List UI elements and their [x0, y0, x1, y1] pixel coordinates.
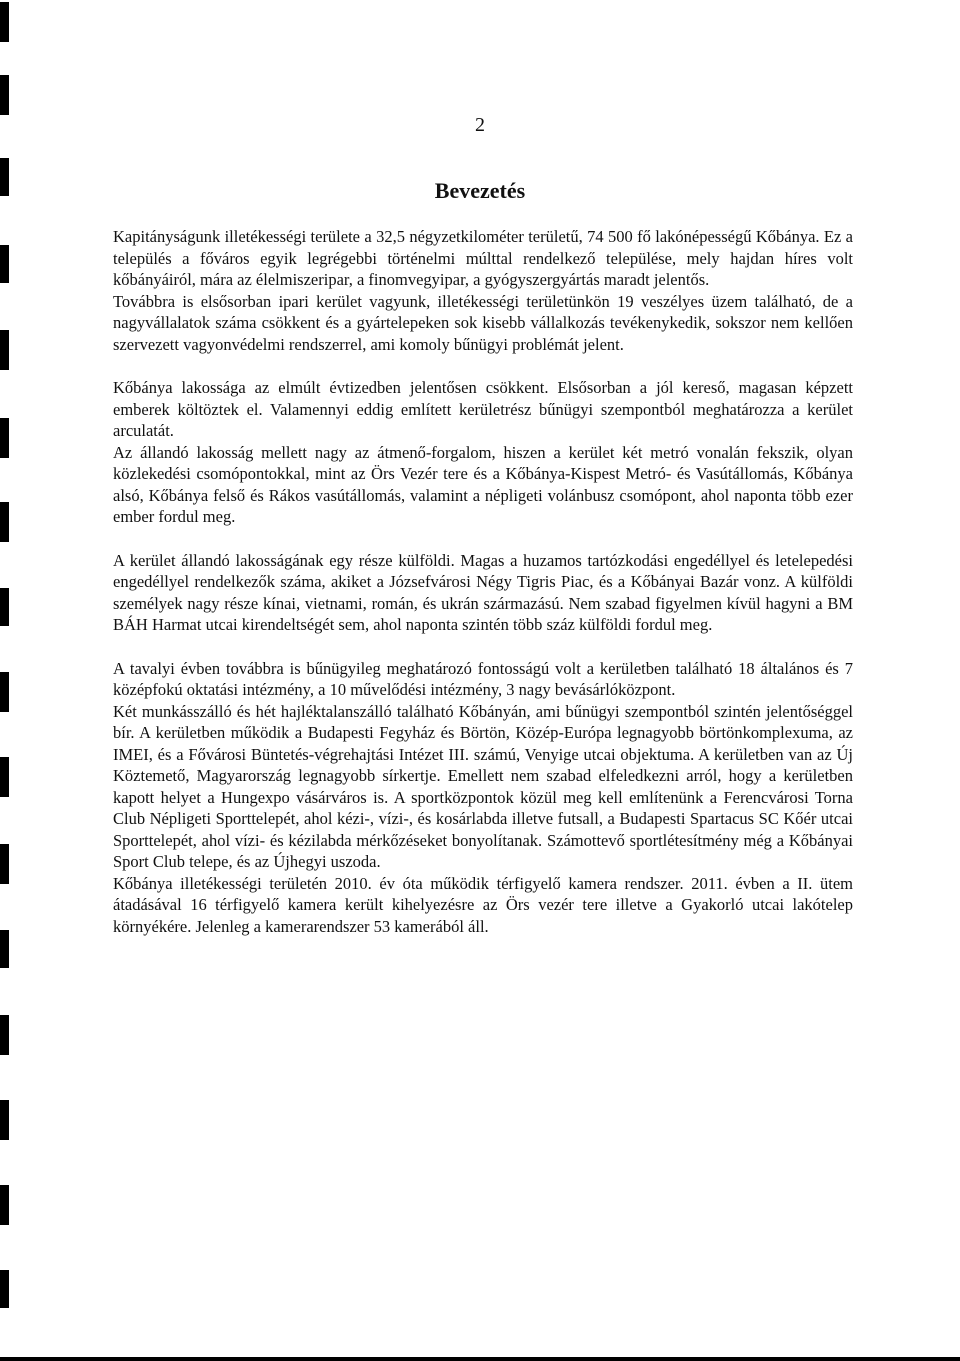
scan-mark	[0, 930, 9, 968]
page-title: Bevezetés	[434, 178, 526, 203]
scan-mark	[0, 2, 9, 42]
scan-mark	[0, 330, 9, 370]
page-number: 2	[475, 114, 485, 136]
paragraph: A kerület állandó lakosságának egy része külföldi. Magas a huzamos tartózkodási engedéllyel és letelepedési engedéllyel rendelkezők száma, akiket a Józsefvárosi Négy Tigris Piac, és a Kőbányai Bazár vonz. A külföldi személyek nagy része kínai, vietnami, román, és ukrán származású. Nem szabad figyelmen kívül hagyni a BM BÁH Harmat utcai kirendeltségét sem, ahol naponta szintén több száz külföldi fordul meg.	[113, 550, 853, 634]
scan-mark	[0, 75, 9, 115]
scan-mark	[0, 1015, 9, 1055]
paragraph: Továbbra is elsősorban ipari kerület vagyunk, illetékességi területünkön 19 veszélyes üzem található, de a nagyvállalatok száma csökkent és a gyártelepeken sok kisebb vállalkozás tevékenykedik, sokszor nem kellően szervezett vagyonvédelmi rendszerrel, ami komoly bűnügyi problémát jelent.	[113, 291, 853, 354]
scan-mark	[0, 418, 9, 458]
scan-mark	[0, 245, 9, 283]
bottom-edge-rule	[0, 1357, 960, 1361]
scan-mark	[0, 1100, 9, 1140]
scan-mark	[0, 757, 9, 797]
scan-mark	[0, 502, 9, 542]
paragraph: Kőbánya lakossága az elmúlt évtizedben jelentősen csökkent. Elsősorban a jól kereső, magasan képzett emberek költöztek el. Valamennyi eddig említett kerületrész bűnügyi szempontból meghatározza a kerület arculatát.	[113, 378, 853, 440]
scan-mark	[0, 844, 9, 884]
scan-mark	[0, 1185, 9, 1225]
scan-mark	[0, 1270, 9, 1308]
scan-mark	[0, 672, 9, 712]
paragraph: A tavalyi évben továbbra is bűnügyileg meghatározó fontosságú volt a kerületben található 18 általános és 7 középfokú oktatási intézmény, a 10 művelődési intézmény, 3 nagy bevásárlóközpont.	[113, 658, 853, 699]
paragraph: Kapitányságunk illetékességi területe a 32,5 négyzetkilométer területű, 74 500 fő lakónépességű Kőbánya. Ez a település a főváros egyik legrégebbi történelmi múlttal rendelkező települése, mely hajdan híres volt kőbányáiról, mára az élelmiszeripar, a finomvegyipar, a gyógyszergyártás maradt jelentős.	[113, 227, 853, 289]
document-body	[113, 226, 853, 937]
scan-mark	[0, 588, 9, 626]
paragraph: Az állandó lakosság mellett nagy az átmenő-forgalom, hiszen a kerület két metró vonalán fekszik, olyan közlekedési csomópontokkal, mint az Örs Vezér tere és a Kőbánya-Kispest Metró- és Vasútállomás, Kőbánya alsó, Kőbánya felső és Rákos vasútállomás, valamint a népligeti volánbusz csomópont, ahol naponta több ezer ember fordul meg.	[113, 442, 853, 526]
paragraph: Két munkásszálló és hét hajléktalanszálló található Kőbányán, ami bűnügyi szempontból szintén jelentőséggel bír. A kerületben működik a Budapesti Fegyház és Börtön, Közép-Európa legnagyobb börtönkomplexuma, az IMEI, és a Fővárosi Büntetés-végrehajtási Intézet III. számú, Venyige utcai objektuma. A kerületben van az Új Köztemető, Magyarország legnagyobb sírkertje. Emellett nem szabad elfeledkezni arról, hogy a kerületben kapott helyet a Hungexpo vásárváros is. A sportközpontok közül meg kell említenünk a Ferencvárosi Torna Club Népligeti Sporttelepét, ahol kézi-, vízi-, és kosárlabda illetve futsall, a Budapesti Spartacus SC Kőér utcai Sporttelepét, ahol vízi- és kézilabda mérkőzéseket bonyolítanak. Számottevő sportlétesítmény még a Kőbányai Sport Club telepe, és az Újhegyi uszoda.	[113, 701, 853, 871]
paragraph: Kőbánya illetékességi területén 2010. év óta működik térfigyelő kamera rendszer. 2011. évben a II. ütem átadásával 16 térfigyelő kamera került kihelyezésre az Örs vezér tere illetve a Gyakorló utcai lakótelep környékére. Jelenleg a kamerarendszer 53 kamerából áll.	[113, 873, 853, 936]
